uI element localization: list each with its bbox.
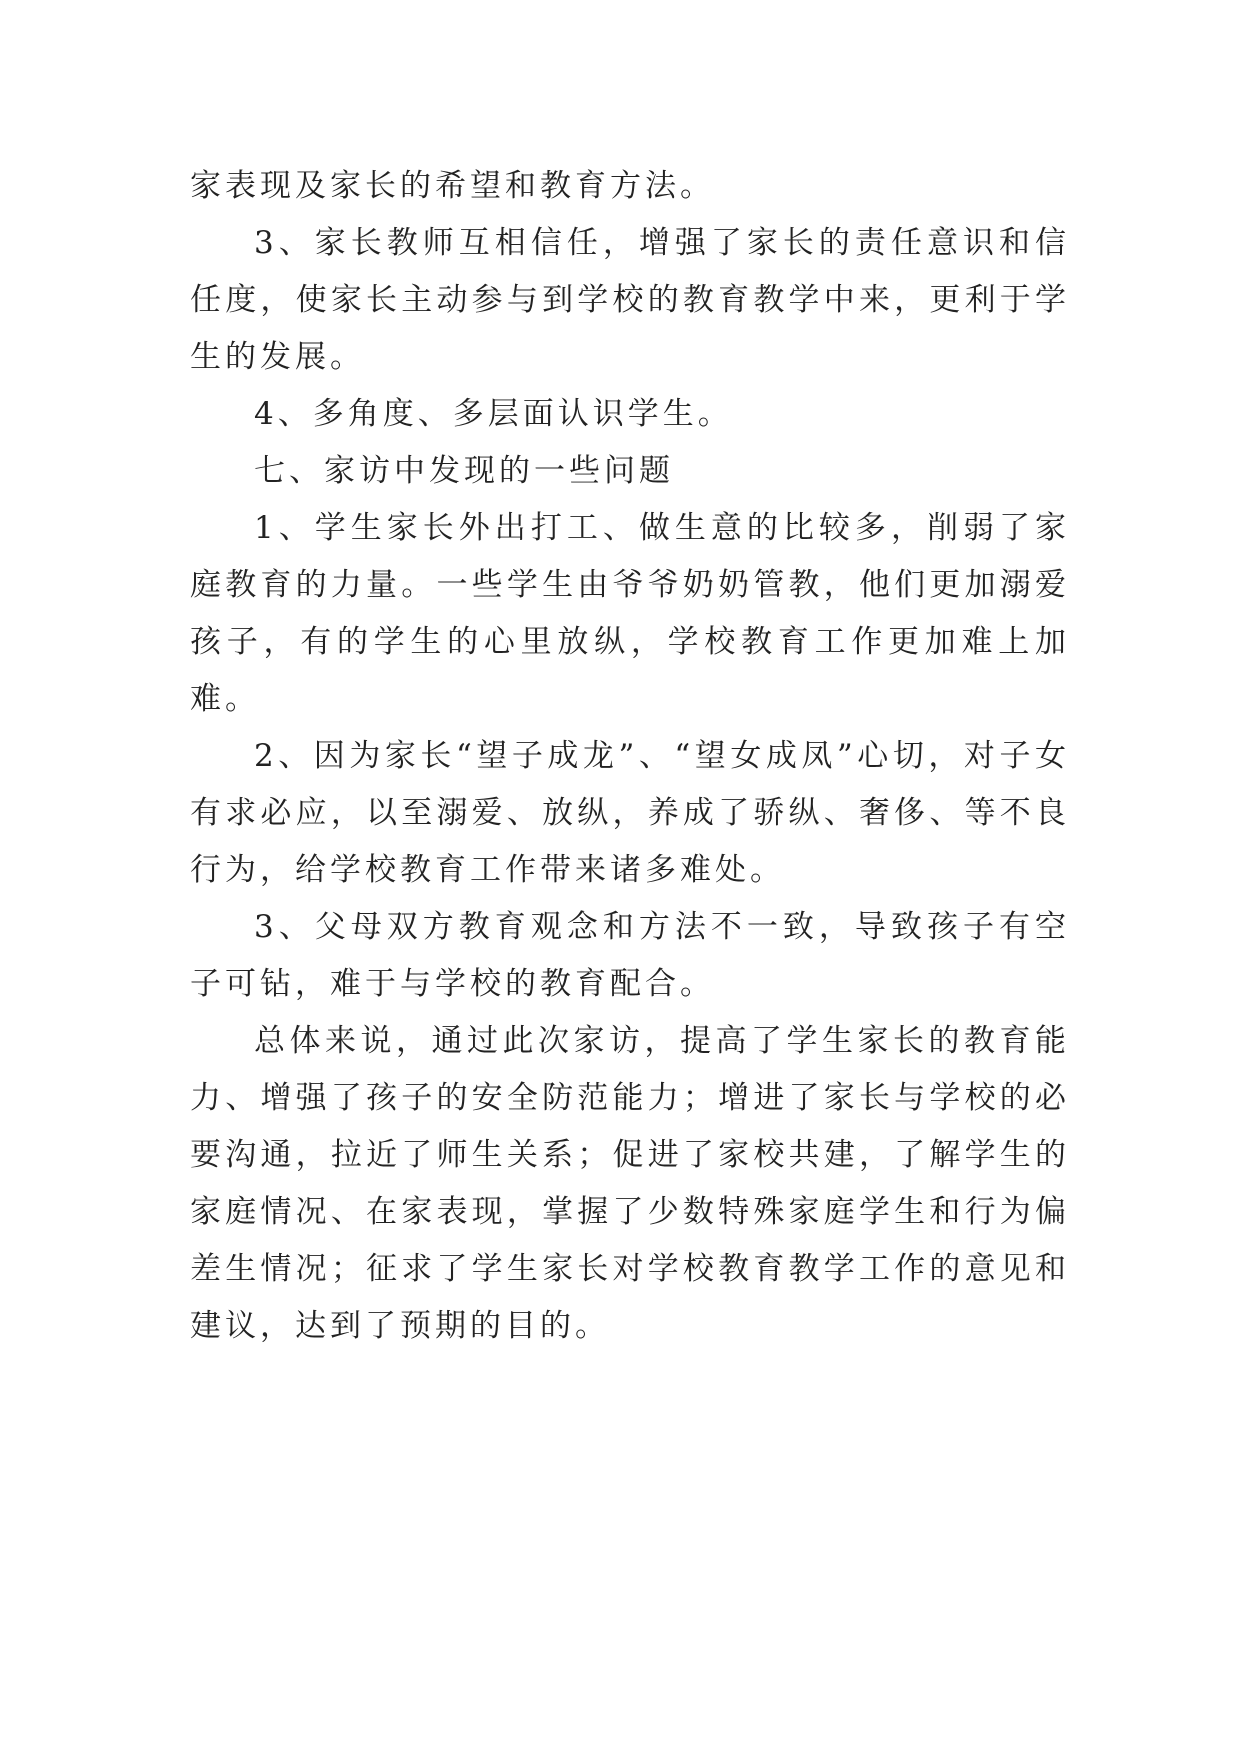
paragraph-item-3-trust: 3、家长教师互相信任，增强了家长的责任意识和信任度，使家长主动参与到学校的教育教学中来，更利于学生的发展。: [190, 225, 1070, 375]
paragraph-problem-2: 2、因为家长“望子成龙”、“望女成凤”心切，对子女有求必应，以至溺爱、放纵，养成了骄纵、奢侈、等不良行为，给学校教育工作带来诸多难处。: [190, 738, 1070, 888]
paragraph-item-4-perspective: 4、多角度、多层面认识学生。: [254, 396, 733, 432]
paragraph-summary: 总体来说，通过此次家访，提高了学生家长的教育能力、增强了孩子的安全防范能力；增进了家长与学校的必要沟通，拉近了师生关系；促进了家校共建，了解学生的家庭情况、在家表现，掌握了少数特殊家庭学生和行为偏差生情况；征求了学生家长对学校教育教学工作的意见和建议，达到了预期的目的。: [190, 1023, 1070, 1344]
paragraph-problem-1: 1、学生家长外出打工、做生意的比较多，削弱了家庭教育的力量。一些学生由爷爷奶奶管教，他们更加溺爱孩子，有的学生的心里放纵，学校教育工作更加难上加难。: [190, 510, 1070, 717]
section-heading-problems: 七、家访中发现的一些问题: [254, 453, 674, 489]
paragraph-continuation: 家表现及家长的希望和教育方法。: [190, 168, 715, 204]
document-body: [190, 158, 1070, 1355]
paragraph-problem-3: 3、父母双方教育观念和方法不一致，导致孩子有空子可钻，难于与学校的教育配合。: [190, 909, 1070, 1002]
